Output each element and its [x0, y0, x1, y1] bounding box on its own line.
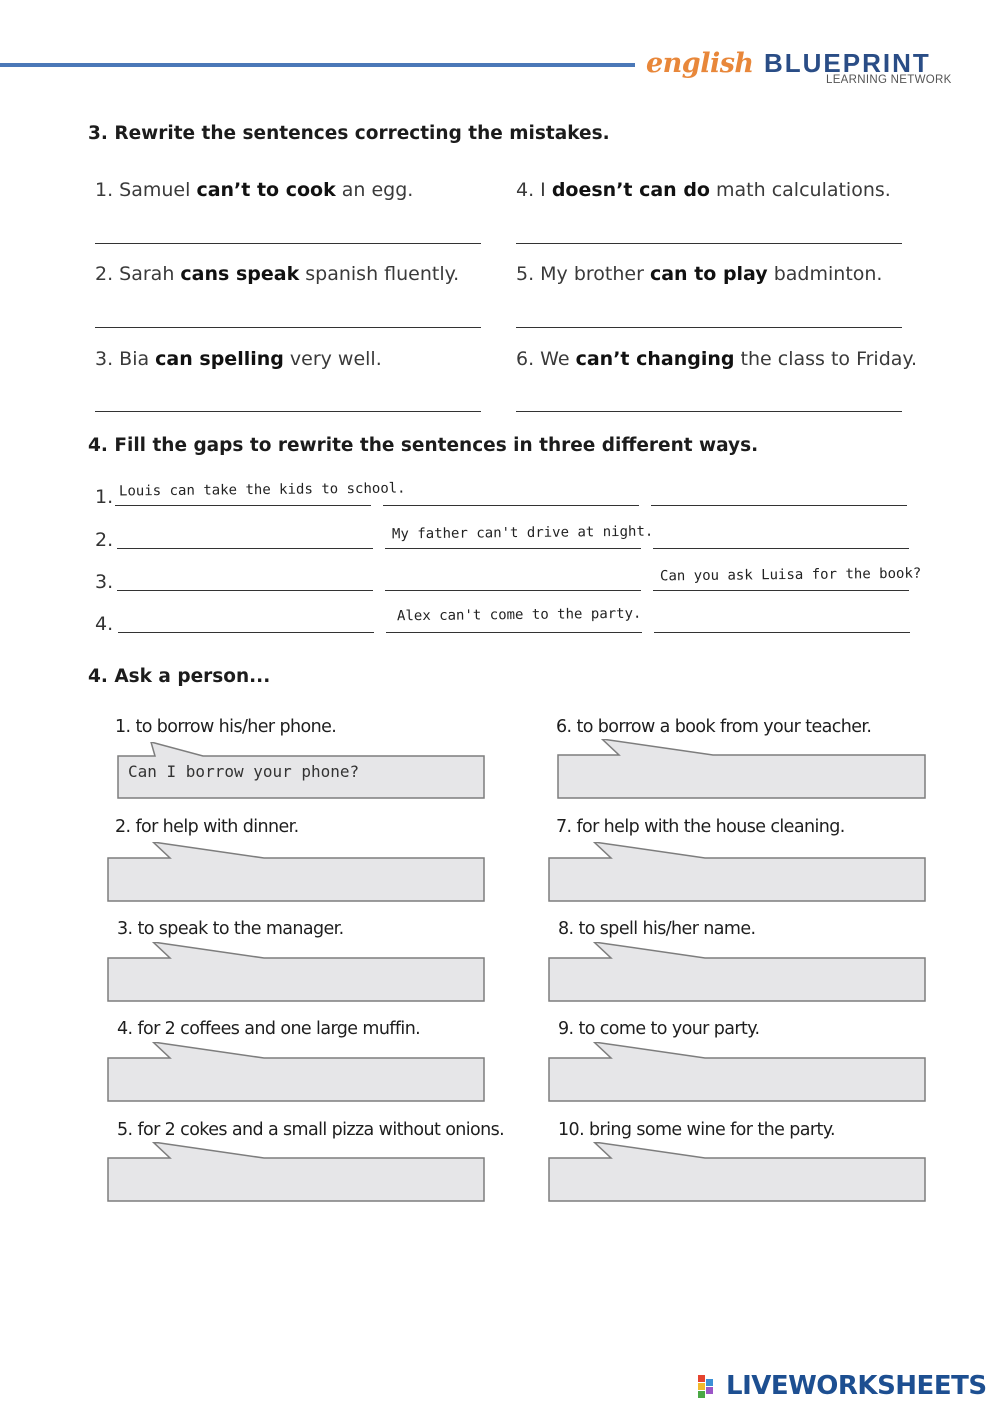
fill-gap[interactable] — [117, 590, 373, 591]
bubble-answer: Can I borrow your phone? — [128, 762, 360, 781]
correction-sentence-1: 1. Samuel can’t to cook an egg. — [95, 179, 414, 201]
ask-prompt-7: 7. for help with the house cleaning. — [556, 817, 845, 837]
fill-gap[interactable] — [651, 505, 907, 506]
logo-english-text: english — [646, 48, 754, 79]
liveworksheets-blocks-icon — [698, 1375, 722, 1399]
fill-gap[interactable] — [386, 632, 642, 633]
correction-sentence-6: 6. We can’t changing the class to Friday. — [516, 348, 917, 370]
ask-prompt-2: 2. for help with dinner. — [115, 817, 299, 837]
handwritten-answer: My father can't drive at night. — [391, 523, 654, 543]
ask-prompt-3: 3. to speak to the manager. — [117, 919, 344, 939]
liveworksheets-logo — [698, 1371, 994, 1401]
ask-prompt-1: 1. to borrow his/her phone. — [115, 717, 337, 737]
handwritten-answer: Alex can't come to the party. — [396, 605, 642, 625]
ask-prompt-5: 5. for 2 cokes and a small pizza without onions. — [117, 1120, 505, 1140]
fill-gap[interactable] — [118, 632, 374, 633]
handwritten-answer: Louis can take the kids to school. — [118, 480, 406, 500]
fill-gap[interactable] — [383, 505, 639, 506]
ask-prompt-6: 6. to borrow a book from your teacher. — [556, 717, 872, 737]
section-ask-heading: 4. Ask a person... — [88, 666, 271, 687]
englishblueprint-logo — [640, 44, 960, 89]
section3-heading: 3. Rewrite the sentences correcting the mistakes. — [88, 123, 610, 144]
fill-gap[interactable] — [117, 548, 373, 549]
fill-gap[interactable] — [654, 632, 910, 633]
logo-blueprint-text: BLUEPRINT — [764, 48, 931, 78]
fill-row-number: 1. — [95, 486, 114, 508]
correction-sentence-2: 2. Sarah cans speak spanish fluently. — [95, 263, 460, 285]
fill-row-number: 2. — [95, 529, 114, 551]
answer-line-5[interactable] — [516, 327, 902, 328]
fill-gap[interactable] — [385, 548, 641, 549]
ask-prompt-4: 4. for 2 coffees and one large muffin. — [117, 1019, 421, 1039]
ask-prompt-8: 8. to spell his/her name. — [558, 919, 756, 939]
handwritten-answer: Can you ask Luisa for the book? — [659, 565, 922, 585]
speech-bubble-5[interactable] — [107, 1142, 485, 1198]
answer-line-4[interactable] — [516, 243, 902, 244]
header-rule — [0, 63, 635, 67]
answer-line-6[interactable] — [516, 411, 902, 412]
speech-bubble-3[interactable] — [107, 942, 485, 998]
fill-row-number: 4. — [95, 613, 114, 635]
speech-bubble-8[interactable] — [548, 942, 926, 998]
fill-row-number: 3. — [95, 571, 114, 593]
answer-line-2[interactable] — [95, 327, 481, 328]
answer-line-1[interactable] — [95, 243, 481, 244]
correction-sentence-3: 3. Bia can spelling very well. — [95, 348, 382, 370]
fill-gap[interactable] — [385, 590, 641, 591]
speech-bubble-7[interactable] — [548, 842, 926, 898]
answer-line-3[interactable] — [95, 411, 481, 412]
speech-bubble-2[interactable] — [107, 842, 485, 898]
speech-bubble-9[interactable] — [548, 1042, 926, 1098]
section4-heading: 4. Fill the gaps to rewrite the sentences in three different ways. — [88, 435, 759, 456]
logo-subtitle: LEARNING NETWORK — [826, 74, 952, 86]
fill-gap[interactable] — [653, 590, 909, 591]
correction-sentence-5: 5. My brother can to play badminton. — [516, 263, 883, 285]
speech-bubble-4[interactable] — [107, 1042, 485, 1098]
ask-prompt-9: 9. to come to your party. — [558, 1019, 760, 1039]
correction-sentence-4: 4. I doesn’t can do math calculations. — [516, 179, 891, 201]
ask-prompt-10: 10. bring some wine for the party. — [558, 1120, 835, 1140]
speech-bubble-6[interactable] — [557, 739, 935, 795]
speech-bubble-1[interactable] — [108, 742, 486, 798]
fill-gap[interactable] — [653, 548, 909, 549]
liveworksheets-text: LIVEWORKSHEETS — [726, 1371, 987, 1401]
fill-gap[interactable] — [115, 505, 371, 506]
speech-bubble-10[interactable] — [548, 1142, 926, 1198]
